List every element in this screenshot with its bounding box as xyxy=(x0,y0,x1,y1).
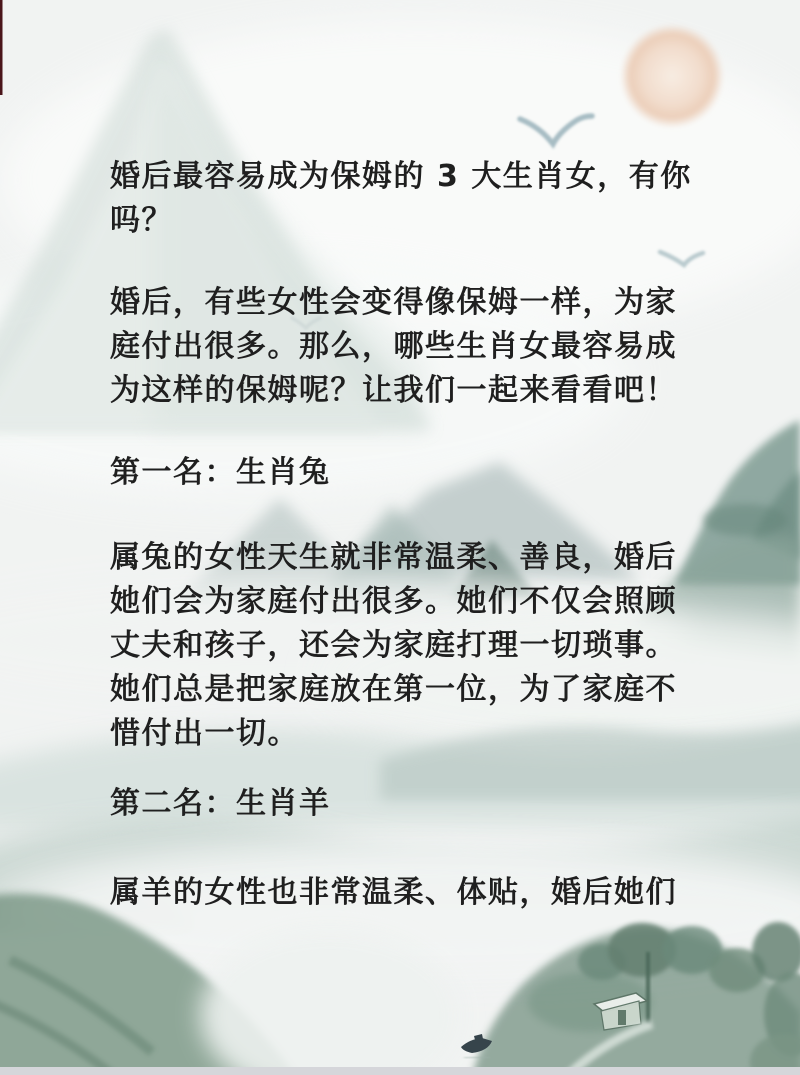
body-line: 惜付出一切。 xyxy=(110,716,299,751)
body-line: 她们会为家庭付出很多。她们不仅会照顾 xyxy=(110,584,677,619)
intro-line: 庭付出很多。那么，哪些生肖女最容易成 xyxy=(110,329,677,364)
article-title xyxy=(110,155,692,243)
title-line: 婚后最容易成为保姆的 3 大生肖女，有你 xyxy=(110,159,692,194)
intro-paragraph xyxy=(110,281,677,413)
section-2-body xyxy=(110,871,677,915)
title-line: 吗？ xyxy=(110,203,173,238)
body-line: 属兔的女性天生就非常温柔、善良，婚后 xyxy=(110,540,677,575)
body-line: 她们总是把家庭放在第一位，为了家庭不 xyxy=(110,672,677,707)
body-line: 丈夫和孩子，还会为家庭打理一切琐事。 xyxy=(110,628,677,663)
section-2-heading: 第二名：生肖羊 xyxy=(110,786,331,821)
body-line: 属羊的女性也非常温柔、体贴，婚后她们 xyxy=(110,875,677,910)
intro-line: 婚后，有些女性会变得像保姆一样，为家 xyxy=(110,285,677,320)
section-1-heading: 第一名：生肖兔 xyxy=(110,455,331,490)
intro-line: 为这样的保姆呢？让我们一起来看看吧！ xyxy=(110,373,677,408)
section-1-body xyxy=(110,536,677,756)
